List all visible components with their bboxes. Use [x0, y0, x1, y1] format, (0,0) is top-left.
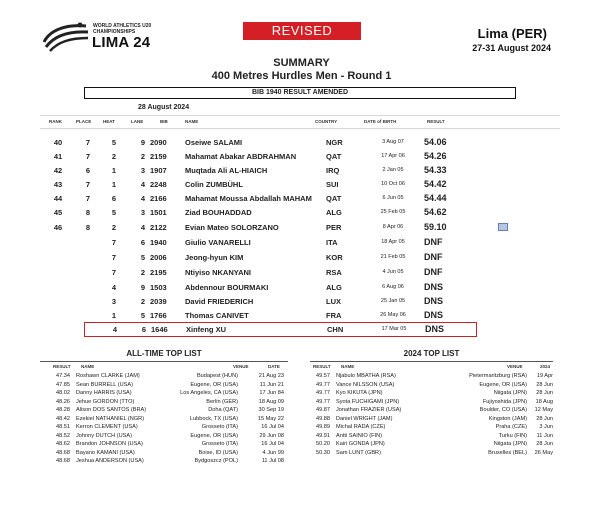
cell-country: LUX	[326, 297, 341, 306]
all-time-top-list	[40, 346, 288, 476]
list-result: 48.51	[56, 424, 70, 430]
cell-dob: 25 Feb 05	[380, 209, 406, 215]
divider	[40, 115, 560, 116]
cell-dob: 6 Jun 05	[382, 195, 404, 201]
cell-lane: 9	[140, 283, 146, 292]
cell-result: 59.10	[424, 222, 447, 232]
cell-dob: 8 Apr 06	[382, 224, 404, 230]
list-name: Kerron CLEMENT (USA)	[76, 424, 138, 430]
list-date: 28 Jun	[536, 390, 553, 396]
cell-dob: 21 Feb 05	[380, 254, 406, 260]
list-name: Michal RADA (CZE)	[336, 424, 386, 430]
list-result: 49.77	[316, 398, 330, 405]
amendment-note: BIB 1940 RESULT AMENDED	[84, 87, 516, 99]
list-venue: Los Angeles, CA (USA)	[180, 390, 238, 396]
cell-name: Colin ZUMBÜHL	[185, 180, 243, 189]
cell-dob: 26 May 06	[380, 312, 406, 318]
cell-dob: 10 Oct 06	[381, 181, 405, 187]
cell-lane: 5	[140, 311, 146, 320]
cell-lane: 6	[141, 325, 147, 334]
list-name: Bayano KAMANI (USA)	[76, 449, 135, 456]
cell-result: DNS	[424, 310, 444, 320]
cell-heat: 7	[111, 268, 117, 277]
list-venue: Praha (CZE)	[495, 424, 527, 430]
list-date: 28 Jun	[536, 441, 553, 447]
cell-dob: 25 Jan 05	[380, 298, 406, 304]
list-date: 11 Jun 21	[259, 381, 284, 388]
cell-lane: 2	[140, 268, 146, 277]
cell-lane: 6	[140, 238, 146, 247]
cell-place: 7	[85, 180, 91, 189]
cell-name: Oseiwe SALAMI	[185, 138, 243, 147]
list-name: Brandon JOHNSON (USA)	[76, 441, 143, 447]
cell-place: 7	[85, 152, 91, 161]
list-date: 30 Sep 19	[258, 407, 284, 413]
cell-country: ALG	[326, 283, 342, 292]
list-name: Kyo KIKUTA (JPN)	[336, 390, 383, 396]
cell-rank: 42	[53, 166, 63, 175]
cell-name: Giulio VANARELLI	[185, 238, 251, 247]
list-date: 15 May 22	[257, 415, 284, 422]
cell-heat: 4	[111, 283, 117, 292]
list-result: 48.02	[56, 390, 70, 396]
list-result: 49.91	[316, 432, 330, 439]
list-item	[314, 450, 553, 458]
table-row	[40, 150, 560, 164]
list-result: 48.68	[56, 458, 70, 464]
all-time-title: ALL-TIME TOP LIST	[126, 349, 202, 358]
top-2024-header-result: RESULT	[313, 364, 331, 369]
list-date: 18 Aug	[535, 398, 553, 405]
list-venue: Eugene, OR (USA)	[479, 381, 527, 388]
cell-heat: 1	[111, 311, 117, 320]
cell-bib: 1501	[150, 208, 167, 217]
cell-country: RSA	[326, 268, 342, 277]
list-date: 21 Aug 23	[258, 373, 284, 379]
list-venue: Bydgoszcz (POL)	[194, 458, 238, 464]
col-header-lane: LANE	[131, 119, 144, 124]
list-venue: Niigata (JPN)	[493, 390, 527, 396]
list-result: 49.87	[316, 407, 330, 413]
cell-name: Evian Mateo SOLORZANO	[185, 223, 279, 232]
race-date: 28 August 2024	[138, 104, 190, 111]
cell-bib: 1940	[150, 238, 167, 247]
list-name: Danny HARRIS (USA)	[76, 390, 132, 396]
cell-country: CHN	[327, 325, 344, 334]
list-item	[54, 441, 284, 449]
cell-country: FRA	[326, 311, 342, 320]
cell-heat: 5	[111, 138, 117, 147]
list-venue: Kingston (JAM)	[488, 415, 527, 422]
table-row	[40, 295, 560, 309]
list-name: Syota FUCHIGAMI (JPN)	[336, 398, 400, 405]
list-date: 26 May	[534, 449, 553, 456]
cell-country: PER	[326, 223, 342, 232]
list-date: 16 Jul 04	[261, 424, 284, 430]
list-item	[314, 407, 553, 415]
list-result: 48.62	[56, 441, 70, 447]
cell-lane: 3	[140, 166, 146, 175]
list-venue: Niigata (JPN)	[493, 441, 527, 447]
list-result: 48.28	[56, 407, 70, 413]
cell-bib: 2039	[150, 297, 167, 306]
list-item	[314, 382, 553, 390]
list-date: 28 Jun	[536, 415, 553, 422]
list-item	[54, 458, 284, 466]
list-venue: Lubbock, TX (USA)	[189, 415, 238, 422]
list-result: 49.57	[316, 373, 330, 379]
col-header-place: PLACE	[76, 119, 92, 124]
runner-logo-icon	[40, 20, 92, 52]
list-venue: Boise, ID (USA)	[198, 449, 238, 456]
list-date: 18 Aug 09	[258, 398, 284, 405]
cell-heat: 7	[111, 253, 117, 262]
list-result: 47.34	[56, 373, 70, 379]
cell-name: Mahamat Moussa Abdallah MAHAM	[185, 194, 312, 203]
list-item	[54, 450, 284, 458]
table-row	[40, 192, 560, 206]
table-row	[40, 281, 560, 295]
list-result: 49.89	[316, 424, 330, 430]
cell-dob: 18 Apr 05	[381, 239, 405, 245]
table-row	[40, 136, 560, 150]
cell-heat: 5	[111, 208, 117, 217]
list-name: Sam LUNT (GBR)	[336, 449, 381, 456]
list-result: 48.42	[56, 415, 70, 422]
list-venue: Berlin (GER)	[206, 398, 238, 405]
col-header-bib: BIB	[160, 119, 168, 124]
cell-name: Ziad BOUHADDAD	[185, 208, 252, 217]
cell-country: ALG	[326, 208, 342, 217]
cell-country: KOR	[326, 253, 343, 262]
championship-logo	[40, 20, 170, 56]
cell-dob: 4 Jun 05	[382, 269, 404, 275]
list-date: 11 Jul 08	[261, 458, 284, 464]
cell-dob: 17 Apr 06	[381, 153, 405, 159]
divider	[310, 361, 553, 362]
list-date: 16 Jul 04	[261, 441, 284, 447]
cell-name: Ntiyiso NKANYANI	[185, 268, 251, 277]
cell-rank: 43	[53, 180, 63, 189]
cell-result: DNS	[424, 282, 444, 292]
list-item	[314, 390, 553, 398]
cell-name: Xinfeng XU	[186, 325, 227, 334]
cell-heat: 1	[111, 180, 117, 189]
cell-rank: 40	[53, 138, 63, 147]
cell-place: 7	[85, 194, 91, 203]
list-date: 29 Jun 08	[259, 432, 284, 439]
cell-result: 54.42	[424, 179, 447, 189]
cell-dob: 6 Aug 06	[382, 284, 404, 290]
all-time-header-result: RESULT	[53, 364, 71, 369]
all-time-header-name: NAME	[81, 364, 95, 369]
table-row	[40, 266, 560, 280]
cell-heat: 1	[111, 166, 117, 175]
list-item	[54, 382, 284, 390]
cell-result: DNF	[424, 252, 443, 262]
list-result: 47.85	[56, 381, 70, 388]
cell-lane: 3	[140, 208, 146, 217]
cell-lane: 4	[140, 180, 146, 189]
cell-result: 54.62	[424, 207, 447, 217]
cell-heat: 7	[111, 238, 117, 247]
list-item	[54, 373, 284, 381]
list-result: 48.68	[56, 449, 70, 456]
list-item	[314, 441, 553, 449]
revised-banner: REVISED	[243, 22, 361, 40]
table-row	[40, 309, 560, 323]
cell-heat: 3	[111, 297, 117, 306]
list-name: Roshawn CLARKE (JAM)	[76, 373, 140, 379]
all-time-header-date: DATE	[268, 364, 280, 369]
cell-country: IRQ	[326, 166, 340, 175]
cell-heat: 4	[112, 325, 118, 334]
cell-result: DNF	[424, 267, 443, 277]
table-row	[40, 221, 560, 235]
list-item	[54, 433, 284, 441]
cell-dob: 17 Mar 05	[381, 326, 407, 332]
cell-bib: 2090	[150, 138, 167, 147]
top-2024-title: 2024 TOP LIST	[403, 349, 460, 358]
cell-name: Thomas CANIVET	[185, 311, 249, 320]
list-item	[54, 399, 284, 407]
list-venue: Eugene, OR (USA)	[190, 432, 238, 439]
list-item	[314, 433, 553, 441]
list-name: Njabulo MBATHA (RSA)	[336, 373, 396, 379]
cell-bib: 2248	[150, 180, 167, 189]
cell-result: DNF	[424, 237, 443, 247]
cell-country: NGR	[326, 138, 343, 147]
list-item	[54, 390, 284, 398]
divider	[40, 361, 288, 362]
list-date: 3 Jun	[539, 424, 553, 430]
top-list-2024	[310, 346, 553, 476]
cell-result: DNS	[424, 296, 444, 306]
event-title: 400 Metres Hurdles Men - Round 1	[211, 70, 392, 82]
divider	[40, 128, 560, 129]
cell-place: 8	[85, 223, 91, 232]
list-name: Sean BURRELL (USA)	[76, 381, 133, 388]
list-name: Jehue GORDON (TTO)	[76, 398, 135, 405]
cell-place: 6	[85, 166, 91, 175]
cell-country: ITA	[326, 238, 338, 247]
cell-lane: 5	[140, 253, 146, 262]
cell-bib: 2195	[150, 268, 167, 277]
list-item	[54, 424, 284, 432]
comment-marker-icon[interactable]	[498, 223, 508, 231]
list-name: Antti SAINIO (FIN)	[336, 432, 382, 439]
list-venue: Bruxelles (BEL)	[488, 449, 527, 456]
list-name: Ezekiel NATHANIEL (NGR)	[76, 415, 145, 422]
list-item	[314, 399, 553, 407]
top-2024-header-name: NAME	[341, 364, 355, 369]
championship-dates: 27-31 August 2024	[472, 43, 551, 53]
cell-result: 54.44	[424, 193, 447, 203]
cell-bib: 2159	[150, 152, 167, 161]
cell-bib: 1907	[150, 166, 167, 175]
cell-bib: 2122	[150, 223, 167, 232]
cell-place: 7	[85, 138, 91, 147]
list-name: Vance NILSSON (USA)	[336, 381, 395, 388]
cell-heat: 6	[111, 194, 117, 203]
cell-country: QAT	[326, 194, 342, 203]
cell-name: Muqtada Ali AL-HIAICH	[185, 166, 268, 175]
list-item	[54, 416, 284, 424]
top-2024-header-year: 2024	[540, 364, 551, 369]
list-item	[314, 416, 553, 424]
list-venue: Fujiyoshida (JPN)	[482, 398, 527, 405]
list-venue: Boulder, CO (USA)	[479, 407, 527, 413]
cell-bib: 1766	[150, 311, 167, 320]
col-header-name: NAME	[185, 119, 199, 124]
list-venue: Grosseto (ITA)	[201, 441, 238, 447]
col-header-dob: DATE of BIRTH	[364, 119, 397, 124]
cell-heat: 2	[111, 223, 117, 232]
list-venue: Eugene, OR (USA)	[190, 381, 238, 388]
cell-country: SUI	[326, 180, 339, 189]
cell-lane: 9	[140, 138, 146, 147]
cell-rank: 45	[53, 208, 63, 217]
list-venue: Grosseto (ITA)	[201, 424, 238, 430]
list-result: 48.52	[56, 432, 70, 439]
list-date: 28 Jun	[536, 381, 553, 388]
cell-result: 54.26	[424, 151, 447, 161]
all-time-header-venue: VENUE	[233, 364, 249, 369]
list-result: 50.20	[316, 441, 330, 447]
col-header-result: RESULT	[427, 119, 445, 124]
table-row	[40, 178, 560, 192]
cell-name: Jeong-hyun KIM	[185, 253, 244, 262]
logo-org-text: WORLD ATHLETICS U20 CHAMPIONSHIPS	[93, 23, 152, 35]
table-row	[40, 206, 560, 220]
table-row	[40, 164, 560, 178]
list-name: Daniel WRIGHT (JAM)	[336, 415, 393, 422]
list-name: Jeshua ANDERSON (USA)	[76, 458, 144, 464]
cell-rank: 46	[53, 223, 63, 232]
cell-lane: 4	[140, 223, 146, 232]
col-header-rank: RANK	[49, 119, 62, 124]
cell-rank: 41	[53, 152, 63, 161]
cell-bib: 1646	[151, 325, 168, 334]
list-item	[314, 373, 553, 381]
top-2024-header-venue: VENUE	[507, 364, 523, 369]
page-title: SUMMARY	[273, 57, 330, 69]
logo-name-text: LIMA 24	[92, 34, 151, 51]
list-item	[54, 407, 284, 415]
list-result: 50.30	[316, 449, 330, 456]
cell-result: DNS	[425, 324, 445, 334]
list-venue: Doha (QAT)	[208, 407, 238, 413]
cell-country: QAT	[326, 152, 342, 161]
cell-bib: 1503	[150, 283, 167, 292]
list-date: 19 Apr	[536, 373, 553, 379]
list-venue: Budapest (HUN)	[196, 373, 238, 379]
list-result: 49.88	[316, 415, 330, 422]
venue-title: Lima (PER)	[477, 26, 547, 41]
list-result: 48.26	[56, 398, 70, 405]
list-item	[314, 424, 553, 432]
list-name: Kairi GONDA (JPN)	[336, 441, 385, 447]
list-date: 12 May	[534, 407, 553, 413]
cell-bib: 2006	[150, 253, 167, 262]
col-header-heat: HEAT	[103, 119, 115, 124]
table-row-highlighted	[84, 322, 477, 337]
cell-heat: 2	[111, 152, 117, 161]
list-name: Johnny DUTCH (USA)	[76, 432, 132, 439]
list-date: 4 Jun 99	[262, 449, 284, 456]
cell-rank: 44	[53, 194, 63, 203]
list-result: 49.77	[316, 381, 330, 388]
cell-name: Abdennour BOURMAKI	[185, 283, 269, 292]
list-venue: Turku (FIN)	[498, 432, 527, 439]
cell-lane: 4	[140, 194, 146, 203]
col-header-country: COUNTRY	[315, 119, 338, 124]
cell-name: David FRIEDERICH	[185, 297, 254, 306]
list-name: Jonathan FRAZIER (USA)	[336, 407, 402, 413]
cell-result: 54.06	[424, 137, 447, 147]
cell-dob: 2 Jan 05	[382, 167, 404, 173]
cell-lane: 2	[140, 297, 146, 306]
cell-bib: 2166	[150, 194, 167, 203]
list-result: 49.77	[316, 390, 330, 396]
table-row	[40, 236, 560, 250]
list-date: 11 Jun	[536, 432, 553, 439]
list-name: Alison DOS SANTOS (BRA)	[76, 407, 147, 413]
cell-lane: 2	[140, 152, 146, 161]
cell-dob: 3 Aug 07	[382, 139, 404, 145]
list-venue: Pietermaritzburg (RSA)	[469, 373, 527, 379]
list-date: 17 Jun 84	[259, 390, 284, 396]
cell-place: 8	[85, 208, 91, 217]
table-row	[40, 251, 560, 265]
cell-name: Mahamat Abakar ABDRAHMAN	[185, 152, 297, 161]
cell-result: 54.33	[424, 165, 447, 175]
